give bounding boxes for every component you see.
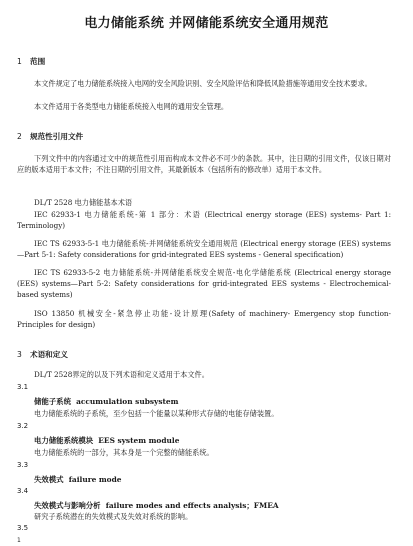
term-number: 3.3 — [17, 461, 29, 469]
section-heading-scope — [17, 56, 45, 67]
section-heading-references — [17, 131, 83, 142]
term-definition: 研究子系统潜在的失效模式及失效对系统的影响。 — [34, 512, 193, 521]
reference-item: DL/T 2528 电力储能基本术语 — [34, 198, 133, 207]
section-title: 规范性引用文件 — [30, 132, 84, 141]
term-number: 3.1 — [17, 383, 29, 391]
section-title: 术语和定义 — [30, 350, 68, 359]
term-heading — [34, 396, 178, 407]
term-number: 3.2 — [17, 422, 29, 430]
section-title: 范围 — [30, 57, 46, 66]
section-heading-terms — [17, 349, 68, 360]
scope-paragraph-1: 本文件规定了电力储能系统接入电网的安全风险识别、安全风险评估和降低风险措施等通用安全技术要求。 — [34, 79, 372, 88]
page-number: 1 — [17, 537, 21, 544]
references-intro: 下列文件中的内容通过文中的规范性引用而构成本文件必不可少的条款。其中，注日期的引用文件，仅该日期对应的版本适用于本文件；不注日期的引用文件，其最新版本（包括所有的修改单）适用于本文件。 — [17, 154, 391, 175]
term-number: 3.4 — [17, 487, 29, 495]
section-number: 2 — [17, 132, 22, 141]
section-number: 3 — [17, 350, 22, 359]
terms-intro: DL/T 2528界定的以及下列术语和定义适用于本文件。 — [34, 370, 209, 379]
term-zh: 电力储能系统模块 — [34, 436, 94, 445]
term-zh: 储能子系统 — [34, 397, 71, 406]
section-number: 1 — [17, 57, 22, 66]
term-definition: 电力储能系统的子系统，至少包括一个能量以某种形式存储的电能存储装置。 — [34, 409, 279, 418]
reference-item: IEC 62933-1 电力储能系统-第 1 部分：术语 (Electrical energy storage (EES) systems- Part 1: Terminology) — [17, 210, 391, 231]
reference-item: IEC TS 62933-5-1 电力储能系统-并网储能系统安全通用规范 (Electrical energy storage (EES) systems—Part 5-1: Safety considerations for grid-integrated EES systems - General specification) — [17, 239, 391, 260]
term-number: 3.5 — [17, 524, 29, 532]
term-en: EES system module — [98, 436, 180, 445]
reference-item: ISO 13850 机械安全-紧急停止功能-设计原理(Safety of machinery- Emergency stop function- Principles for design) — [17, 309, 391, 330]
reference-item: IEC TS 62933-5-2 电力储能系统-并网储能系统安全规范-电化学储能系统 (Electrical energy storage (EES) systems—Part 5-2: Safety considerations for grid-integrated EES systems - Electrochemical-based systems) — [17, 268, 391, 300]
term-en: failure modes and effects analysis；FMEA — [105, 501, 279, 510]
term-heading — [34, 500, 279, 511]
document-title: 电力储能系统 并网储能系统安全通用规范 — [84, 16, 329, 31]
term-zh: 失效模式 — [34, 475, 64, 484]
term-zh: 失效模式与影响分析 — [34, 501, 101, 510]
term-heading — [34, 435, 179, 446]
scope-paragraph-2: 本文件适用于各类型电力储能系统接入电网的通用安全管理。 — [34, 102, 229, 111]
term-en: failure mode — [68, 475, 122, 484]
term-en: accumulation subsystem — [76, 397, 179, 406]
term-heading — [34, 474, 121, 485]
term-definition: 电力储能系统的一部分，其本身是一个完整的储能系统。 — [34, 448, 214, 457]
